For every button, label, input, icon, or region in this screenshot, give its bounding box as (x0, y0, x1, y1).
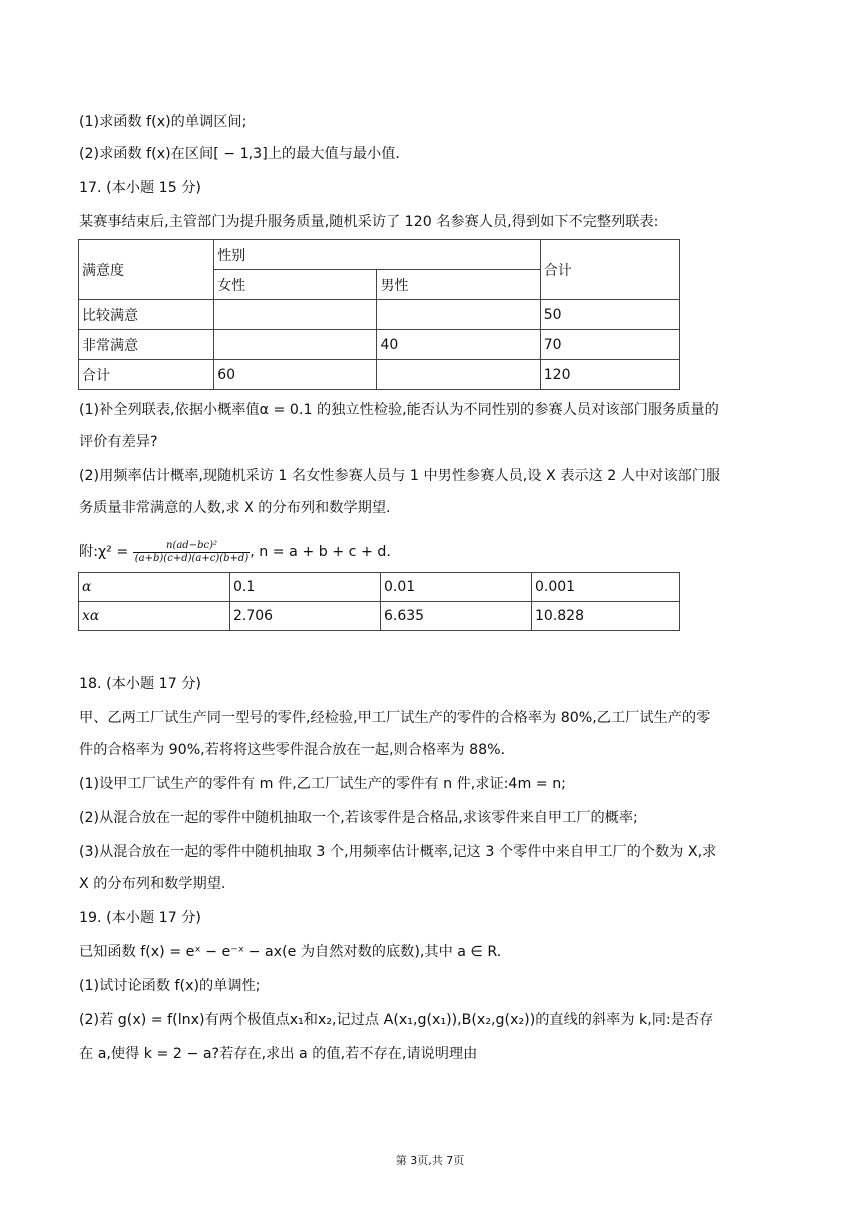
cell-female (214, 330, 377, 360)
q18-part3-line2: X 的分布列和数学期望. (79, 876, 226, 892)
formula-denominator: (a+b)(c+d)(a+c)(b+d) (134, 552, 249, 564)
x-alpha-label: xα (79, 602, 230, 631)
table-header-total: 合计 (540, 240, 679, 300)
q16-part1: (1)求函数 f(x)的单调区间; (79, 114, 247, 130)
page-footer: 第 3页,共 7页 (395, 1154, 465, 1167)
row-label: 非常满意 (79, 330, 214, 360)
table-header-male: 男性 (377, 270, 540, 300)
cell-male (377, 360, 540, 390)
formula-numerator: n(ad−bc)² (133, 540, 250, 553)
row-label: 比较满意 (79, 300, 214, 330)
formula-suffix: , n = a + b + c + d. (250, 544, 391, 560)
x-alpha-value: 10.828 (532, 602, 680, 631)
table-row (79, 602, 680, 631)
q19-part2-line1: (2)若 g(x) = f(lnx)有两个极值点x₁和x₂,记过点 A(x₁,g(x₁)),B(x₂,g(x₂))的直线的斜率为 k,同:是否存 (79, 1012, 714, 1028)
table-row (79, 360, 680, 390)
q17-part2-line1: (2)用频率估计概率,现随机采访 1 名女性参赛人员与 1 中男性参赛人员,设 X 表示这 2 人中对该部门服 (79, 468, 721, 484)
cell-total: 120 (540, 360, 679, 390)
formula-fraction (133, 540, 250, 565)
q17-part1-line2: 评价有差异? (79, 434, 158, 450)
row-label: 合计 (79, 360, 214, 390)
q17-heading: 17. (本小题 15 分) (79, 180, 201, 196)
table-header-satisfaction: 满意度 (79, 240, 214, 300)
cell-female (214, 300, 377, 330)
q18-line1: 甲、乙两工厂试生产同一型号的零件,经检验,甲工厂试生产的零件的合格率为 80%,乙工厂试生产的零 (79, 710, 711, 726)
x-alpha-value: 6.635 (381, 602, 532, 631)
table-row (79, 330, 680, 360)
q16-part2: (2)求函数 f(x)在区间[ − 1,3]上的最大值与最小值. (79, 146, 400, 162)
cell-female: 60 (214, 360, 377, 390)
contingency-table (78, 239, 680, 390)
alpha-value: 0.01 (381, 573, 532, 602)
q19-part1: (1)试讨论函数 f(x)的单调性; (79, 978, 261, 994)
q18-line2: 件的合格率为 90%,若将将这些零件混合放在一起,则合格率为 88%. (79, 742, 506, 758)
q17-intro: 某赛事结束后,主管部门为提升服务质量,随机采访了 120 名参赛人员,得到如下不完整列联表: (79, 214, 659, 230)
cell-total: 50 (540, 300, 679, 330)
x-alpha-value: 2.706 (230, 602, 381, 631)
q17-part2-line2: 务质量非常满意的人数,求 X 的分布列和数学期望. (79, 500, 391, 516)
table-row (79, 300, 680, 330)
q17-part1-line1: (1)补全列联表,依据小概率值α = 0.1 的独立性检验,能否认为不同性别的参赛人员对该部门服务质量的 (79, 402, 719, 418)
q19-heading: 19. (本小题 17 分) (79, 910, 201, 926)
table-row (79, 573, 680, 602)
q18-heading: 18. (本小题 17 分) (79, 676, 201, 692)
q19-line1: 已知函数 f(x) = eˣ − e⁻ˣ − ax(e 为自然对数的底数),其中 a ∈ R. (79, 944, 502, 960)
q19-part2-line2: 在 a,使得 k = 2 − a?若存在,求出 a 的值,若不存在,请说明理由 (79, 1046, 478, 1062)
q18-part3-line1: (3)从混合放在一起的零件中随机抽取 3 个,用频率估计概率,记这 3 个零件中来自甲工厂的个数为 X,求 (79, 844, 717, 860)
table-header-female: 女性 (214, 270, 377, 300)
alpha-value: 0.1 (230, 573, 381, 602)
chi-square-formula (79, 538, 391, 566)
formula-prefix: 附:χ² = (79, 544, 133, 560)
critical-value-table (78, 572, 680, 631)
alpha-value: 0.001 (532, 573, 680, 602)
alpha-label: α (79, 573, 230, 602)
q18-part2: (2)从混合放在一起的零件中随机抽取一个,若该零件是合格品,求该零件来自甲工厂的概率; (79, 810, 638, 826)
cell-total: 70 (540, 330, 679, 360)
table-header-gender: 性别 (214, 240, 541, 270)
q18-part1: (1)设甲工厂试生产的零件有 m 件,乙工厂试生产的零件有 n 件,求证:4m = n; (79, 776, 566, 792)
cell-male (377, 300, 540, 330)
cell-male: 40 (377, 330, 540, 360)
